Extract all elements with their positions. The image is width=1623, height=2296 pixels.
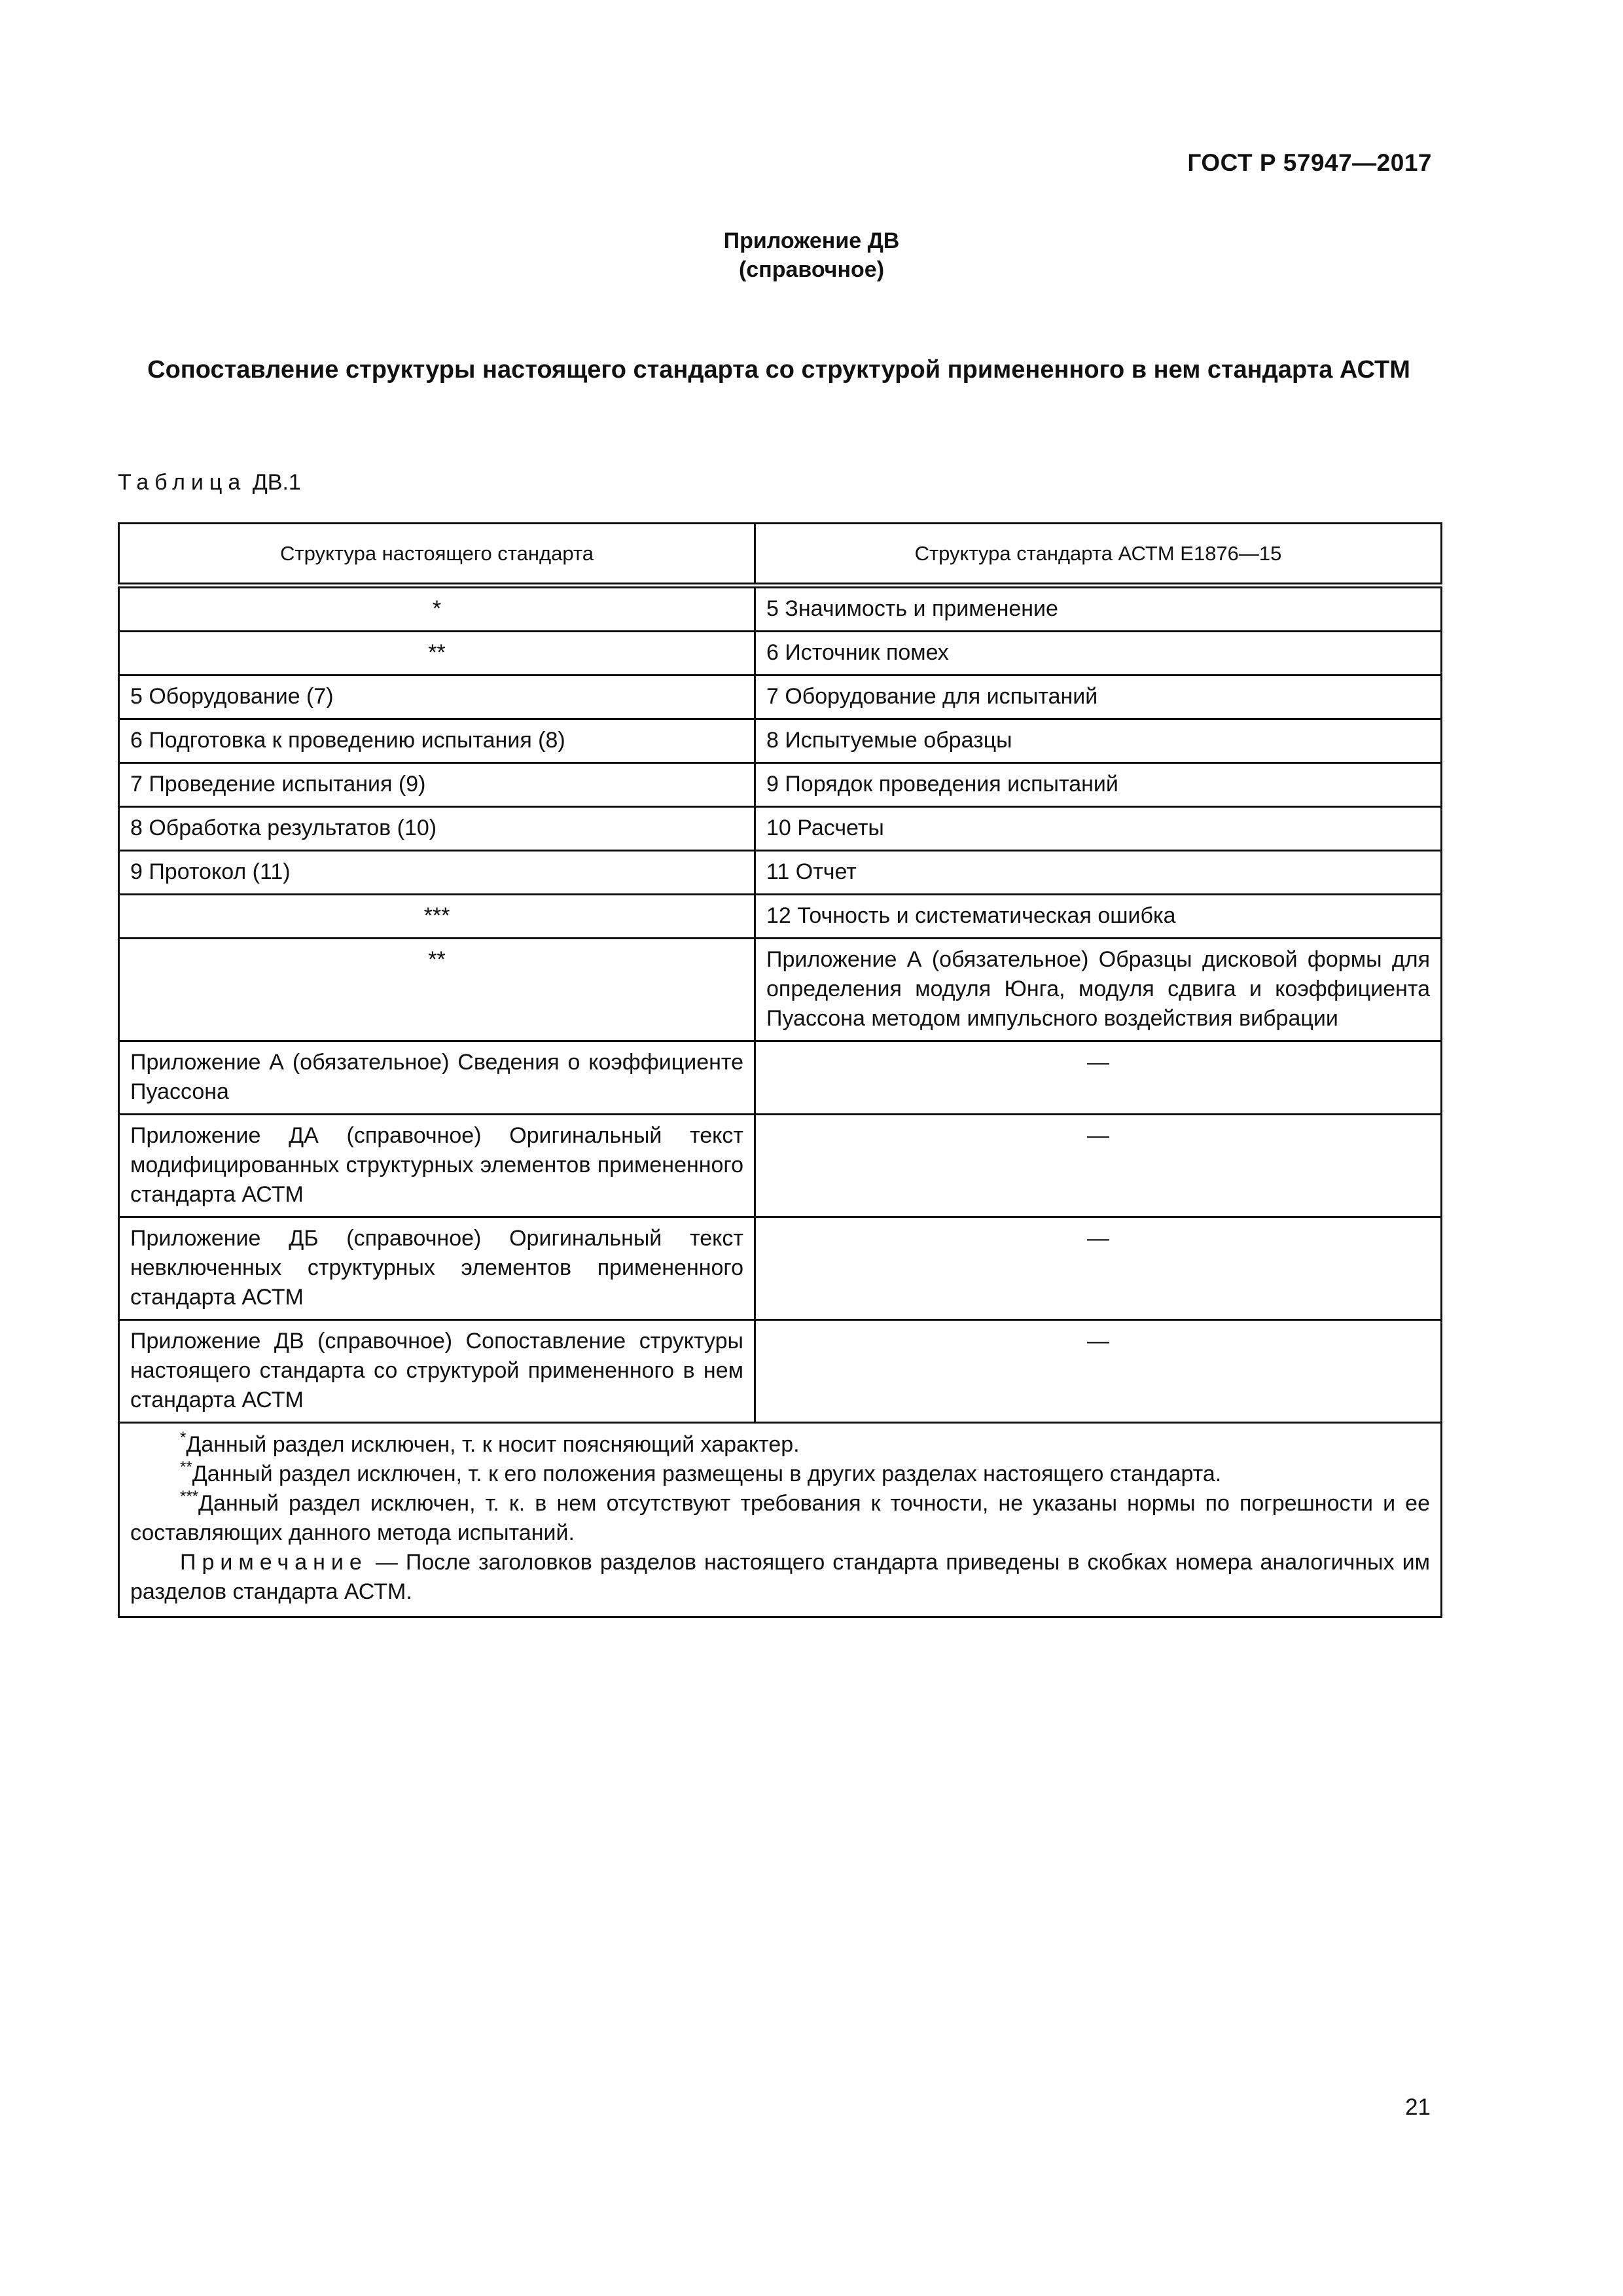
- table-cell: 8 Обработка результатов (10): [119, 807, 755, 851]
- table-cell: 9 Порядок проведения испытаний: [755, 763, 1442, 807]
- table-cell: 10 Расчеты: [755, 807, 1442, 851]
- footnote-mark: ***: [180, 1487, 199, 1505]
- table-row: [119, 807, 1442, 851]
- annex-heading: [0, 226, 1623, 284]
- table-row: [119, 586, 1442, 632]
- table-row: [119, 632, 1442, 675]
- page-number: 21: [1405, 2094, 1431, 2120]
- table-cell: —: [755, 1320, 1442, 1423]
- table-cell: 5 Оборудование (7): [119, 675, 755, 719]
- table-cell: 7 Оборудование для испытаний: [755, 675, 1442, 719]
- annex-label: Приложение ДВ: [723, 228, 900, 253]
- note-text: — После заголовков разделов настоящего стандарта приведены в скобках номера аналогичных им разделов стандарта АСТМ.: [130, 1550, 1431, 1604]
- table-cell: —: [755, 1115, 1442, 1217]
- footnote-text: Данный раздел исключен, т. к носит поясняющий характер.: [186, 1432, 800, 1457]
- table-cell: Приложение А (обязательное) Сведения о коэффициенте Пуассона: [119, 1041, 755, 1115]
- table-header-cell: Структура настоящего стандарта: [119, 524, 755, 586]
- comparison-table-container: [118, 522, 1440, 1618]
- table-footnotes-cell: [119, 1423, 1442, 1617]
- table-cell: 7 Проведение испытания (9): [119, 763, 755, 807]
- table-row: [119, 675, 1442, 719]
- table-cell: 6 Источник помех: [755, 632, 1442, 675]
- table-cell: 8 Испытуемые образцы: [755, 719, 1442, 763]
- document-code: ГОСТ Р 57947—2017: [1187, 149, 1432, 176]
- table-cell: Приложение А (обязательное) Образцы дисковой формы для определения модуля Юнга, модуля сдвига и коэффициента Пуассона методом импульсного воздействия вибрации: [755, 939, 1442, 1041]
- footnote-text: Данный раздел исключен, т. к. в нем отсутствуют требования к точности, не указаны нормы по погрешности и ее составляющих данного метода испытаний.: [130, 1491, 1430, 1545]
- footnote-mark: **: [180, 1458, 192, 1476]
- table-row: [119, 719, 1442, 763]
- table-row: [119, 939, 1442, 1041]
- table-cell: —: [755, 1041, 1442, 1115]
- table-cell: *: [119, 586, 755, 632]
- table-cell: **: [119, 632, 755, 675]
- table-cell: —: [755, 1217, 1442, 1320]
- footnote: [130, 1460, 1430, 1489]
- annex-kind: (справочное): [738, 257, 885, 282]
- table-cell: 6 Подготовка к проведению испытания (8): [119, 719, 755, 763]
- table-note: [130, 1548, 1430, 1607]
- table-caption-number: ДВ.1: [252, 470, 301, 495]
- table-cell: 12 Точность и систематическая ошибка: [755, 895, 1442, 939]
- table-cell: 9 Протокол (11): [119, 851, 755, 895]
- table-cell: Приложение ДА (справочное) Оригинальный текст модифицированных структурных элементов примененного стандарта АСТМ: [119, 1115, 755, 1217]
- table-row: [119, 1041, 1442, 1115]
- table-row: [119, 895, 1442, 939]
- table-row: [119, 1320, 1442, 1423]
- table-row: [119, 1217, 1442, 1320]
- table-cell: Приложение ДБ (справочное) Оригинальный текст невключенных структурных элементов примененного стандарта АСТМ: [119, 1217, 755, 1320]
- table-cell: 5 Значимость и применение: [755, 586, 1442, 632]
- table-header-cell: Структура стандарта АСТМ Е1876—15: [755, 524, 1442, 586]
- comparison-table: [118, 522, 1442, 1618]
- table-header-row: [119, 524, 1442, 586]
- note-label: Примечание: [180, 1550, 368, 1575]
- table-cell: **: [119, 939, 755, 1041]
- table-cell: 11 Отчет: [755, 851, 1442, 895]
- table-footnotes-row: [119, 1423, 1442, 1617]
- table-caption: [118, 470, 301, 495]
- footnote-text: Данный раздел исключен, т. к его положения размещены в других разделах настоящего стандарта.: [192, 1462, 1222, 1486]
- footnote-mark: *: [180, 1428, 187, 1446]
- footnote: [130, 1430, 1430, 1460]
- annex-title: Сопоставление структуры настоящего стандарта со структурой примененного в нем стандарта АСТМ: [147, 356, 1410, 384]
- table-caption-word: Таблица: [118, 470, 247, 495]
- footnote: [130, 1489, 1430, 1548]
- table-row: [119, 1115, 1442, 1217]
- table-row: [119, 763, 1442, 807]
- table-cell: ***: [119, 895, 755, 939]
- table-cell: Приложение ДВ (справочное) Сопоставление структуры настоящего стандарта со структурой примененного в нем стандарта АСТМ: [119, 1320, 755, 1423]
- table-row: [119, 851, 1442, 895]
